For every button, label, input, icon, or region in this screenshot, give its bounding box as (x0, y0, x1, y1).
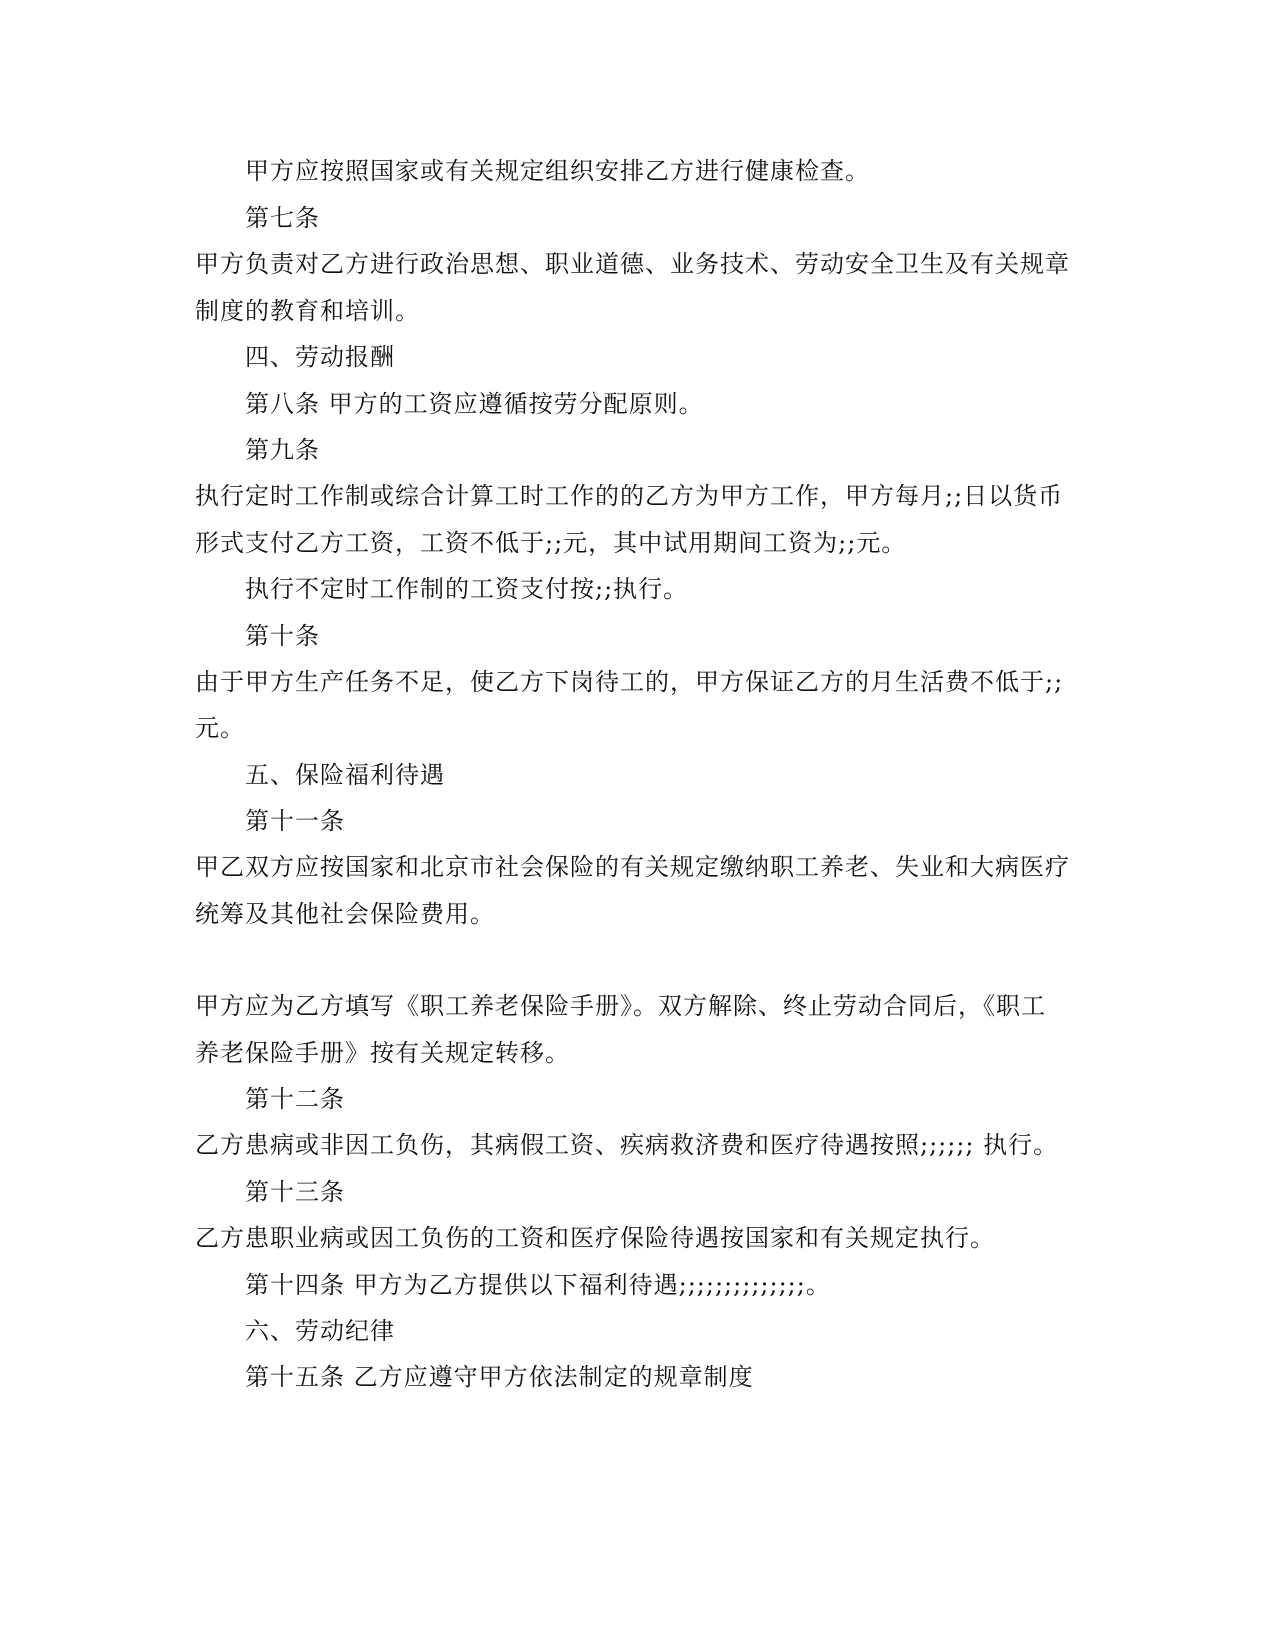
article-12-text: 乙方患病或非因工负伤，其病假工资、疾病救济费和医疗待遇按照;;;;;; 执行。 (195, 1131, 1059, 1159)
article-7-heading: 第七条 (245, 204, 320, 232)
article-9-heading: 第九条 (245, 436, 320, 464)
article-8-text: 第八条 甲方的工资应遵循按劳分配原则。 (245, 390, 704, 418)
article-13-heading: 第十三条 (245, 1178, 345, 1206)
article-9-text-line-3: 执行不定时工作制的工资支付按;;执行。 (245, 575, 689, 603)
section-4-heading: 四、劳动报酬 (245, 343, 395, 371)
article-10-heading: 第十条 (245, 622, 320, 650)
article-13-text: 乙方患职业病或因工负伤的工资和医疗保险待遇按国家和有关规定执行。 (195, 1224, 995, 1252)
paragraph-health-check: 甲方应按照国家或有关规定组织安排乙方进行健康检查。 (245, 157, 870, 185)
article-12-heading: 第十二条 (245, 1085, 345, 1113)
article-11-text-line-3: 甲方应为乙方填写《职工养老保险手册》。双方解除、终止劳动合同后，《职工 (195, 992, 1046, 1020)
article-11-text-line-1: 甲乙双方应按国家和北京市社会保险的有关规定缴纳职工养老、失业和大病医疗 (195, 853, 1070, 881)
article-9-text-line-1: 执行定时工作制或综合计算工时工作的的乙方为甲方工作，甲方每月;;日以货币 (195, 482, 1064, 510)
article-10-text-line-1: 由于甲方生产任务不足，使乙方下岗待工的，甲方保证乙方的月生活费不低于;; (195, 668, 1064, 696)
article-7-text-line-1: 甲方负责对乙方进行政治思想、职业道德、业务技术、劳动安全卫生及有关规章 (195, 250, 1070, 278)
article-10-text-line-2: 元。 (195, 714, 245, 742)
article-11-text-line-2: 统筹及其他社会保险费用。 (195, 900, 495, 928)
article-14-text: 第十四条 甲方为乙方提供以下福利待遇;;;;;;;;;;;;;;。 (245, 1271, 831, 1299)
article-11-text-line-4: 养老保险手册》按有关规定转移。 (195, 1039, 570, 1067)
article-15-text: 第十五条 乙方应遵守甲方依法制定的规章制度 (245, 1363, 754, 1391)
article-11-heading: 第十一条 (245, 807, 345, 835)
article-9-text-line-2: 形式支付乙方工资，工资不低于;;元，其中试用期间工资为;;元。 (195, 529, 907, 557)
section-6-heading: 六、劳动纪律 (245, 1317, 395, 1345)
section-5-heading: 五、保险福利待遇 (245, 761, 445, 789)
article-7-text-line-2: 制度的教育和培训。 (195, 297, 420, 325)
